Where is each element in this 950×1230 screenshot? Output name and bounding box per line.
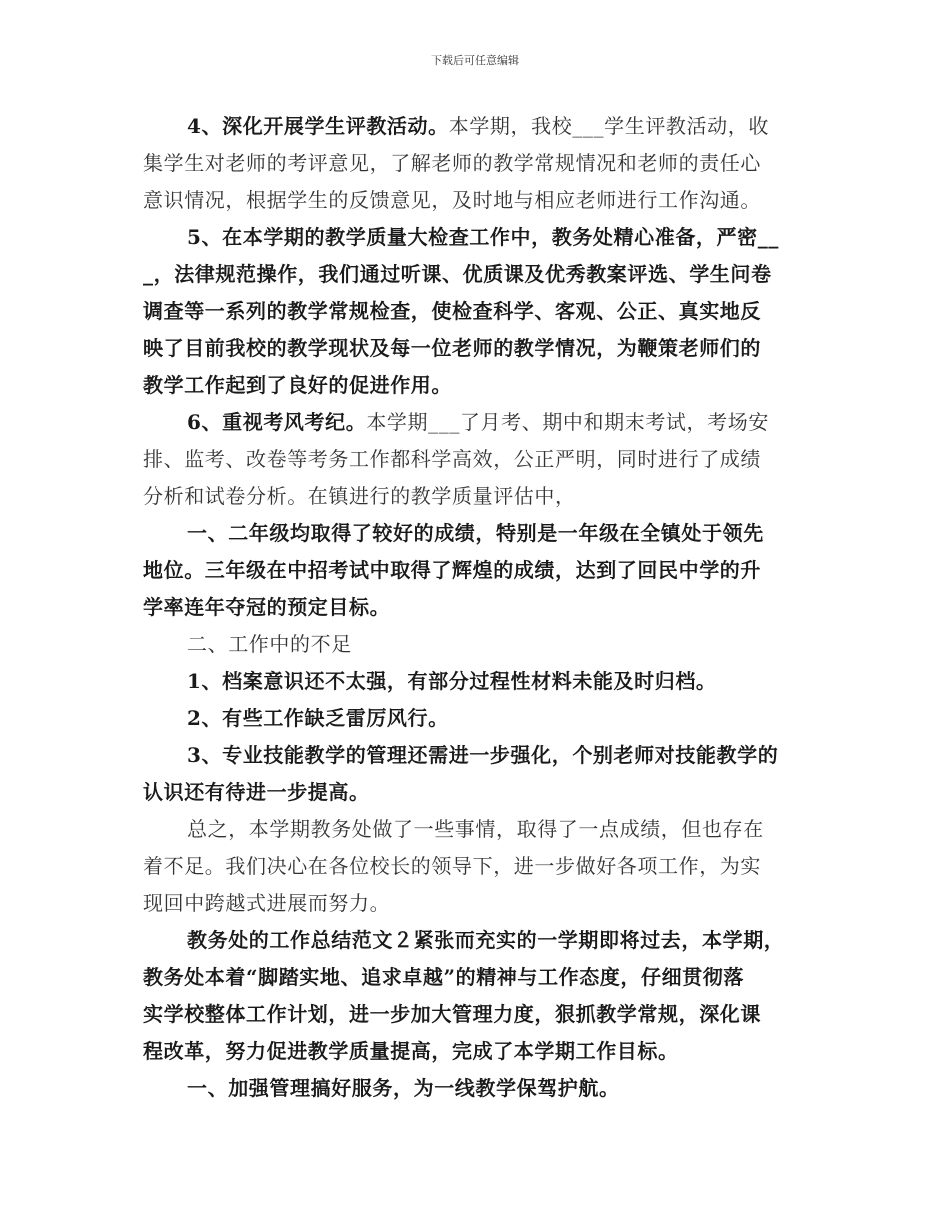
paragraph-p9 [143,663,815,700]
bold-text: 教务处本着“脚踏实地、追求卓越”的精神与工作态度，仔细贯彻落 [143,965,745,989]
text-line [143,182,815,219]
regular-text: 排、监考、改卷等考务工作都科学高效，公正严明，同时进行了成绩 [143,447,761,471]
paragraph-p10 [143,700,815,737]
text-line [143,1033,815,1070]
text-line [143,330,815,367]
bold-text: 3、专业技能教学的管理还需进一步强化，个别老师对技能教学的 [187,743,779,767]
bold-text: 教务处的工作总结范文２紧张而充实的一学期即将过去，本学期， [187,928,785,952]
bold-text: 1、档案意识还不太强，有部分过程性材料未能及时归档。 [187,669,717,693]
page-header: 下载后可任意编辑 [431,54,519,67]
text-line [143,552,815,589]
paragraph-p14 [143,1070,815,1107]
regular-text: 分析和试卷分析。在镇进行的教学质量评估中， [143,484,576,508]
bold-text: _，法律规范操作，我们通过听课、优质课及优秀教案评选、学生问卷 [143,262,772,286]
text-line [143,478,815,515]
text-line [143,108,815,145]
regular-text: 意识情况，根据学生的反馈意见，及时地与相应老师进行工作沟通。 [143,188,761,212]
bold-text: 5、在本学期的教学质量大检查工作中，教务处精心准备，严密__ [187,225,779,249]
paragraph-p13 [143,922,815,1070]
bold-text: 学率连年夺冠的预定目标。 [143,595,391,619]
text-line [143,256,815,293]
paragraph-p4 [143,108,815,219]
text-line [143,404,815,441]
bold-text: 4、深化开展学生评教活动。 [187,114,449,138]
text-line [143,700,815,737]
bold-text: 一、二年级均取得了较好的成绩，特别是一年级在全镇处于领先 [187,521,764,545]
text-line [143,922,815,959]
bold-text: 实学校整体工作计划，进一步加大管理力度，狠抓教学常规，深化课 [143,1002,761,1026]
text-line [143,811,815,848]
document-body [143,108,815,1107]
regular-text: 二、工作中的不足 [187,632,352,656]
paragraph-p6 [143,404,815,515]
bold-text: 映了目前我校的教学现状及每一位老师的教学情况，为鞭策老师们的 [143,336,761,360]
text-line [143,1070,815,1107]
bold-text: 地位。三年级在中招考试中取得了辉煌的成绩，达到了回民中学的升 [143,558,761,582]
paragraph-p7 [143,515,815,626]
paragraph-p12 [143,811,815,922]
bold-text: 2、有些工作缺乏雷厉风行。 [187,706,449,730]
text-line [143,145,815,182]
regular-text: 着不足。我们决心在各位校长的领导下，进一步做好各项工作，为实 [143,854,761,878]
text-line [143,663,815,700]
bold-text: 调查等一系列的教学常规检查，使检查科学、客观、公正、真实地反 [143,299,761,323]
paragraph-p11 [143,737,815,811]
bold-text: 程改革，努力促进教学质量提高，完成了本学期工作目标。 [143,1039,679,1063]
bold-text: 一、加强管理搞好服务，为一线教学保驾护航。 [187,1076,620,1100]
regular-text: 本学期___了月考、期中和期末考试，考场安 [366,410,769,434]
bold-text: 认识还有待进一步提高。 [143,780,370,804]
text-line [143,774,815,811]
regular-text: 集学生对老师的考评意见，了解老师的教学常规情况和老师的责任心 [143,151,761,175]
text-line [143,737,815,774]
paragraph-p8 [143,626,815,663]
text-line [143,219,815,256]
text-line [143,367,815,404]
text-line [143,996,815,1033]
text-line [143,293,815,330]
paragraph-p5 [143,219,815,404]
text-line [143,626,815,663]
text-line [143,441,815,478]
regular-text: 现回中跨越式进展而努力。 [143,891,391,915]
text-line [143,959,815,996]
bold-text: 教学工作起到了良好的促进作用。 [143,373,452,397]
regular-text: 本学期，我校___学生评教活动，收 [448,114,769,138]
text-line [143,589,815,626]
bold-text: 6、重视考风考纪。 [187,410,367,434]
text-line [143,885,815,922]
text-line [143,515,815,552]
text-line [143,848,815,885]
regular-text: 总之，本学期教务处做了一些事情，取得了一点成绩，但也存在 [187,817,764,841]
